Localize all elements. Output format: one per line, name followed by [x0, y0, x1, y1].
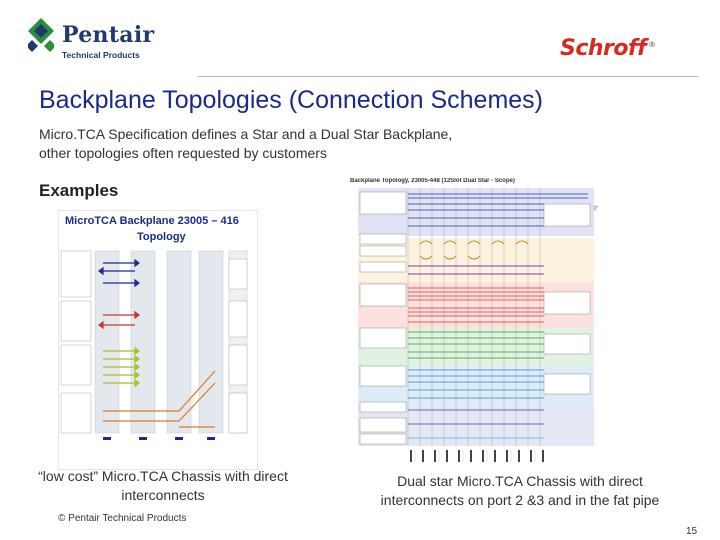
- pentair-brand-text: Pentair: [62, 22, 155, 48]
- registered-mark: ®: [648, 39, 656, 49]
- header-divider: [198, 76, 698, 77]
- pentair-subtitle: Technical Products: [62, 50, 140, 60]
- slide-title: Backplane Topologies (Connection Schemes): [39, 86, 544, 114]
- schroff-brand-text: Schroff: [560, 36, 647, 61]
- left-diagram-graphic: [59, 211, 257, 469]
- right-caption-line-2: interconnects on port 2 &3 and in the fat pipe: [380, 492, 660, 508]
- left-figure-caption: [8, 467, 318, 505]
- right-caption-line-1: Dual star Micro.TCA Chassis with direct: [397, 473, 643, 489]
- left-topology-diagram: [58, 210, 258, 470]
- right-topology-diagram: [348, 178, 604, 470]
- left-diagram-subtitle: Topology: [137, 231, 186, 243]
- right-figure-caption: [352, 472, 688, 510]
- left-diagram-title: MicroTCA Backplane 23005 – 416: [65, 215, 239, 227]
- right-diagram-graphic: [348, 178, 604, 470]
- pentair-diamond-icon: [28, 18, 54, 52]
- page-number: 15: [686, 526, 698, 537]
- section-heading: Examples: [39, 181, 119, 200]
- right-diagram-title: Backplane Topology, 23005-448 (12Slot Dual Star - Scope): [350, 178, 515, 184]
- description-line-1: Micro.TCA Specification defines a Star and a Dual Star Backplane,: [39, 126, 453, 142]
- left-caption-line-2: interconnects: [121, 487, 205, 503]
- left-caption-line-1: “low cost” Micro.TCA Chassis with direct: [38, 468, 288, 484]
- slide-description: [39, 125, 659, 163]
- footer-copyright: © Pentair Technical Products: [58, 513, 187, 524]
- description-line-2: other topologies often requested by customers: [39, 145, 327, 161]
- pentair-logo: [28, 16, 168, 62]
- schroff-logo: [560, 36, 656, 61]
